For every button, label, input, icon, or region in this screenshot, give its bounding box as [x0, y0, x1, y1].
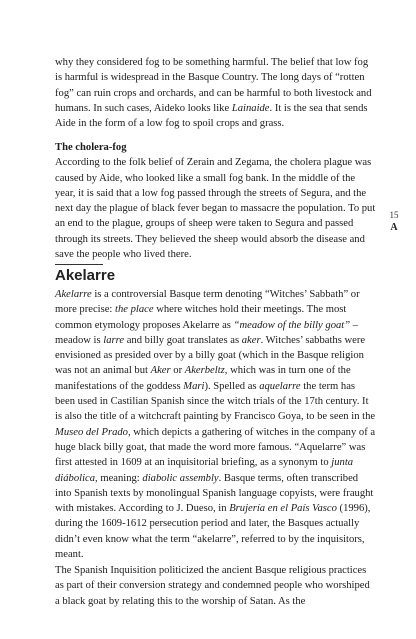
text-run: . Witches’ sabbaths were envisioned as presided over by a billy goat (which in the Basque religion was not an animal but: [55, 334, 366, 377]
text-run: . It is the sea that sends Aide in the form of a low fog to spoil crops and grass.: [55, 102, 368, 130]
text-run: why they considered fog to be something harmful. The belief that low fog is harmful is widespread in the Basque Country. The long days of “rotten fog” can ruin crops and orchards, and can be harmful to both livestock and humans. In such cases, Aideko looks like: [55, 57, 372, 114]
italic-run: aker: [241, 334, 261, 346]
subheading-cholera-fog: The cholera-fog: [55, 142, 127, 153]
italic-run: larre: [103, 334, 125, 346]
paragraph-akelarre: [55, 287, 377, 562]
italic-run: Aker: [150, 365, 171, 377]
section-divider: [55, 264, 103, 265]
italic-run: the place: [115, 304, 154, 316]
italic-run: aquelarre: [259, 380, 301, 392]
italic-run: Mari: [183, 380, 205, 392]
paragraph-text: [55, 563, 377, 609]
paragraph-text: [55, 155, 377, 262]
italic-run: junta diábolica: [55, 457, 354, 484]
text-run: . Basque terms, often transcribed into Spanish texts by monolingual Spanish language copyists, were fraught with mistakes. According to J. Dueso, in: [55, 472, 374, 515]
text-run: According to the folk belief of Zerain and Zegama, the cholera plague was caused by Aide, who looked like a small fog bank. In the middle of the year, it is said that a low fog passed through the streets of Segura, and the next day the plague of black fever began to massacre the population. To put an end to the plague, groups of sheep were taken to Segura and passed through its streets. They believed the sheep would absorb the disease and save the people who lived there.: [55, 157, 376, 261]
text-run: (1996), during the 1609-1612 persecution period and later, the Basques actually didn’t even know what the term “akelarre”, referred to by the inquisitors, meant.: [55, 503, 371, 561]
text-run: and billy goat translates as: [124, 334, 242, 346]
italic-run: Lainaide: [231, 102, 270, 114]
italic-run: diabolic assembly: [142, 472, 219, 484]
italic-run: Museo del Prado: [55, 426, 128, 438]
italic-run: “meadow of the billy goat”: [233, 319, 351, 331]
paragraph-text: [55, 55, 377, 131]
paragraph-text: [55, 287, 377, 562]
text-run: ). Spelled as: [204, 380, 260, 392]
paragraph-fog-harm: [55, 55, 377, 131]
section-cholera-fog: [55, 140, 377, 262]
page-number: 15: [389, 210, 399, 220]
text-run: The Spanish Inquisition politicized the ancient Basque religious practices as part of their conversion strategy and condemned people who worshiped a black goat by relating this to the worship of Satan. As the: [55, 565, 370, 607]
text-run: , which was in turn one of the manifestations of the goddess: [55, 365, 351, 392]
text-run: or: [170, 365, 185, 377]
section-heading: Akelarre: [55, 267, 116, 284]
text-run: , meaning:: [95, 472, 143, 484]
text-run: where witches hold their meetings. The most common etymology proposes Akelarre as: [55, 304, 347, 331]
italic-run: Akelarre: [55, 289, 92, 300]
text-run: is a controversial Basque term denoting “Witches’ Sabbath” or more precise:: [55, 289, 360, 316]
text-run: – meadow is: [55, 319, 359, 346]
section-letter: A: [390, 222, 398, 233]
italic-run: Brujería en el País Vasco: [229, 503, 337, 515]
italic-run: Akerbeltz: [184, 365, 225, 377]
paragraph-inquisition: [55, 563, 377, 609]
text-run: the term has been used in Castilian Spanish since the witch trials of the 17th century. It is also the title of a witchcraft painting by Francisco Goya, to be seen in the: [55, 380, 376, 423]
text-run: , which depicts a gathering of witches in the company of a huge black billy goat, that made the word more famous. “Aquelarre” was first attested in 1609 at an inquisitorial briefing, as a synonym to: [55, 426, 376, 469]
